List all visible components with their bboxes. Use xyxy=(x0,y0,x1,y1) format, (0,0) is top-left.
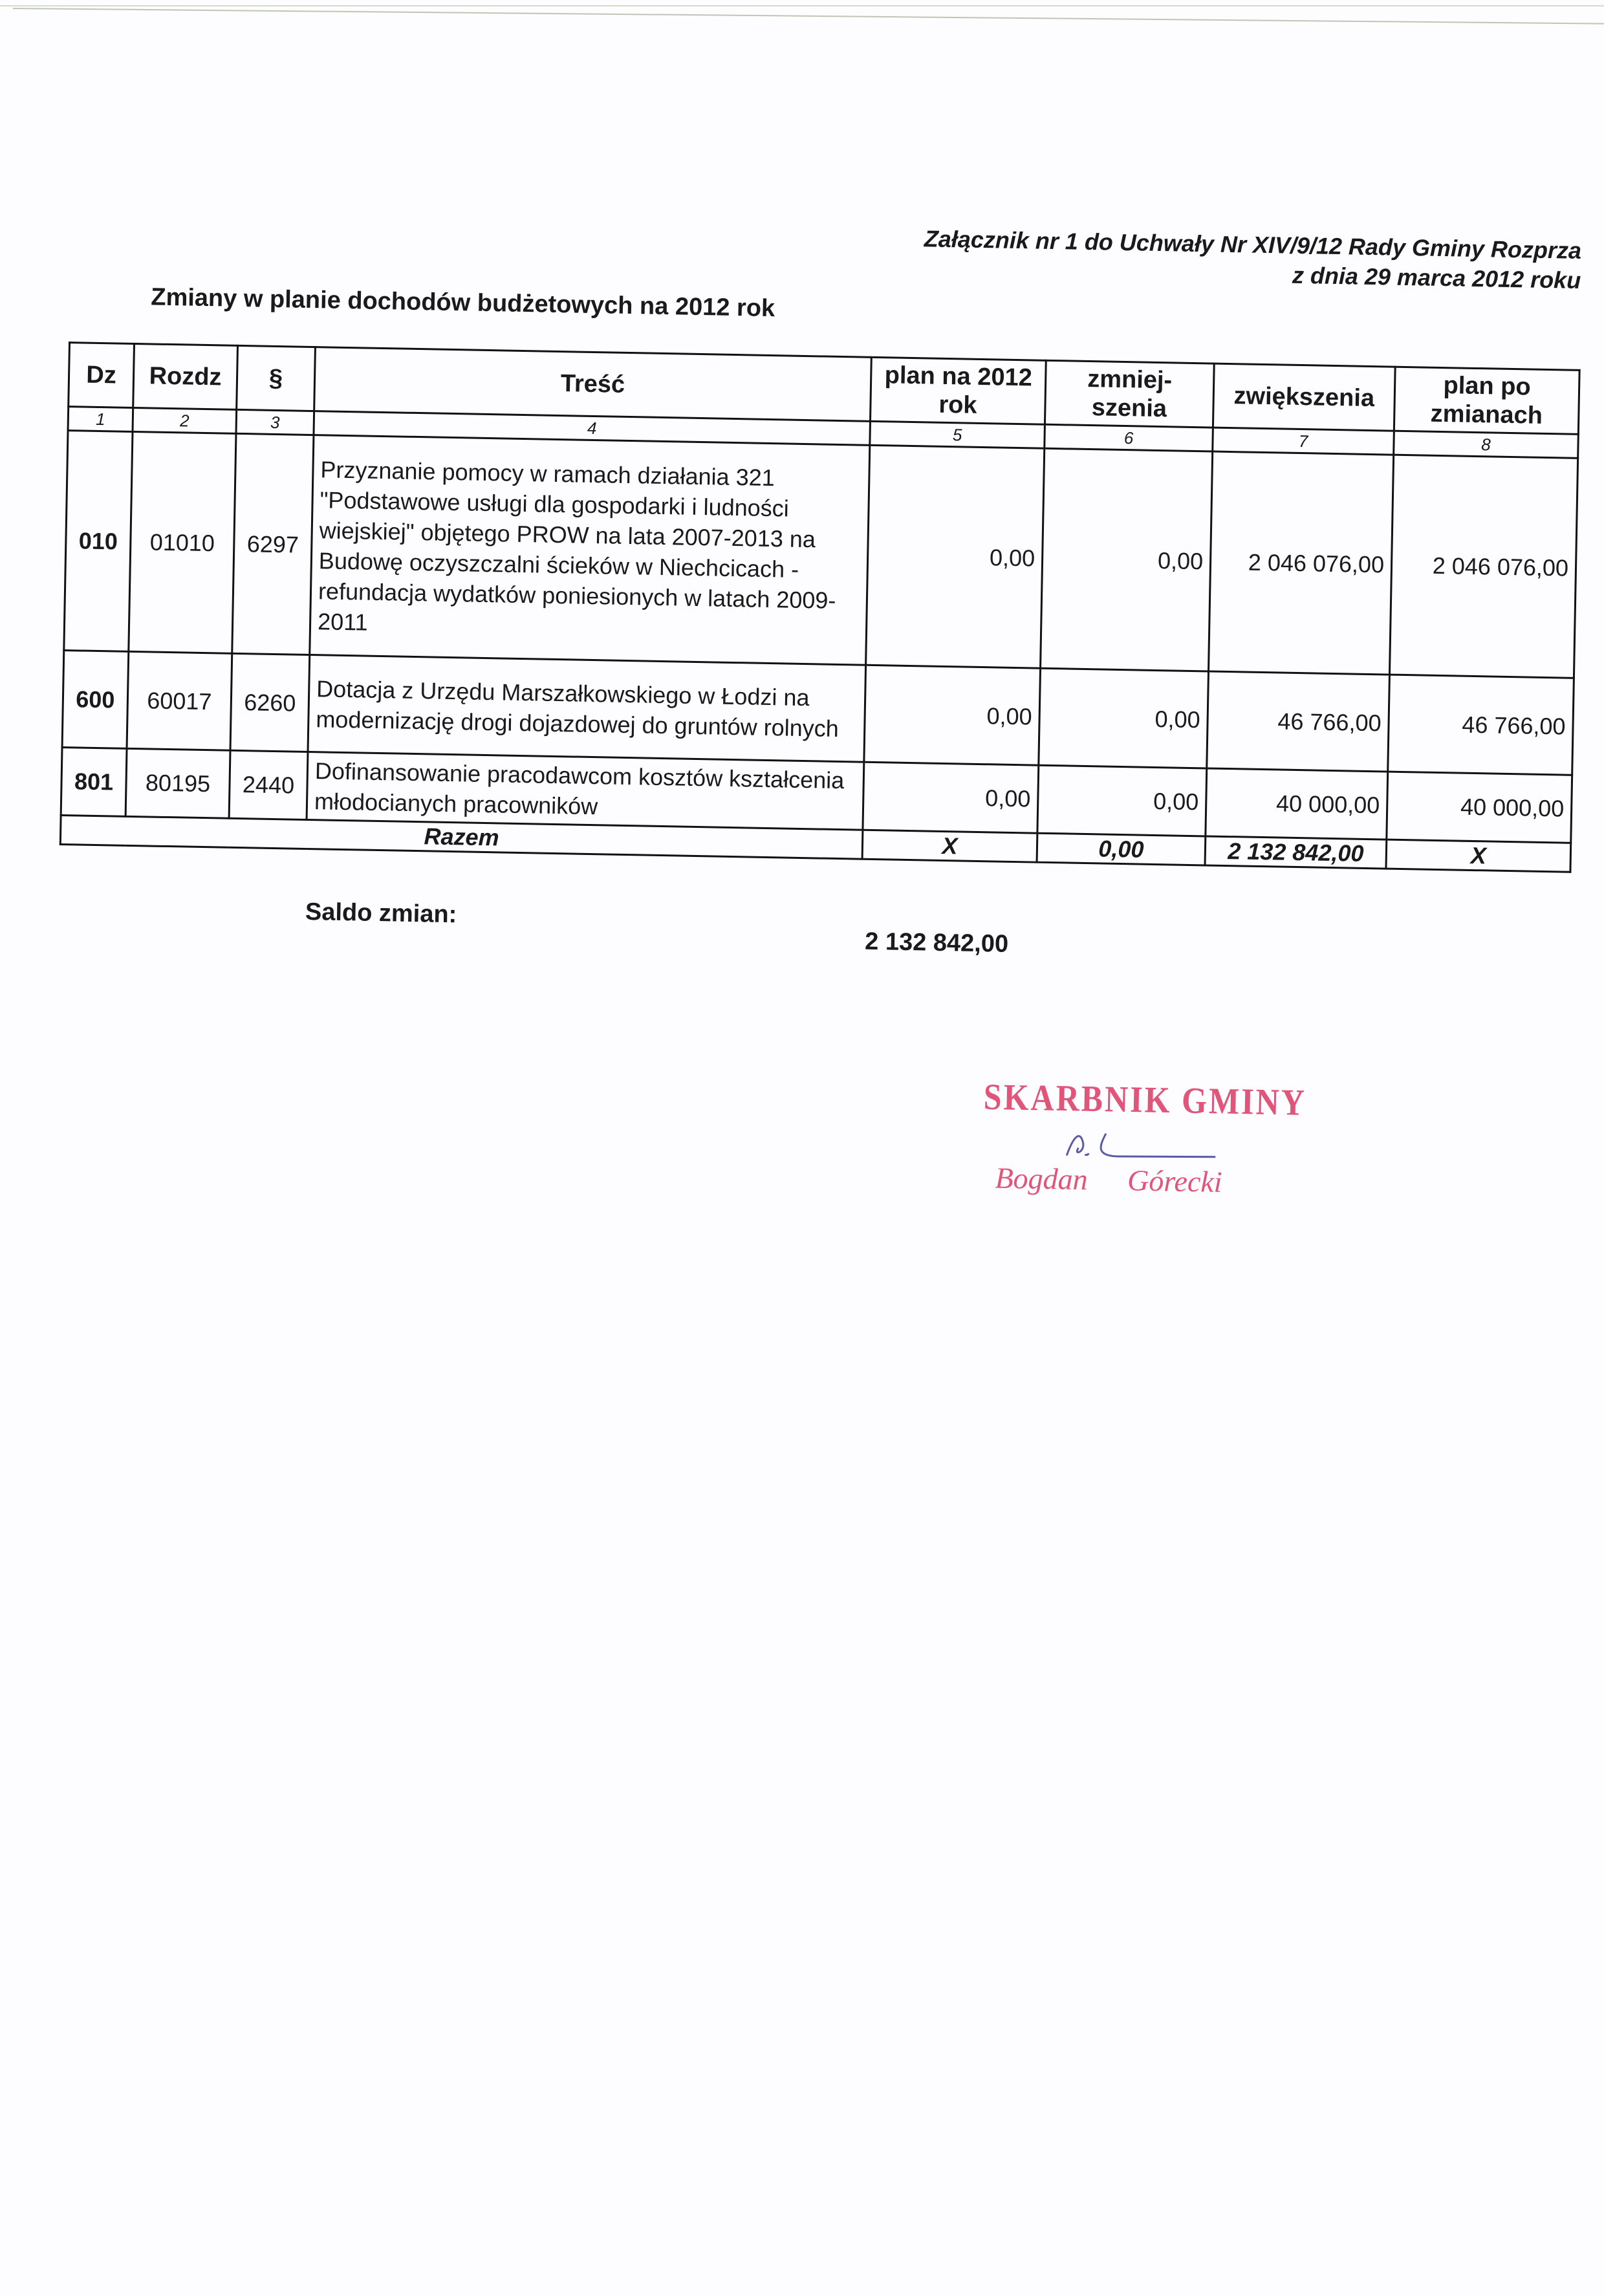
total-label: Razem xyxy=(60,815,863,859)
column-number: 8 xyxy=(1394,431,1579,458)
cell-decrease: 0,00 xyxy=(1039,668,1209,768)
cell-paragraph: 6260 xyxy=(230,653,310,752)
cell-dz: 010 xyxy=(64,431,133,652)
stamp-title: SKARBNIK GMINY xyxy=(983,1076,1307,1123)
cell-paragraph: 6297 xyxy=(232,433,314,655)
cell-dz: 600 xyxy=(62,651,129,749)
cell-plan-after: 46 766,00 xyxy=(1388,675,1574,775)
cell-plan: 0,00 xyxy=(864,665,1041,765)
cell-plan-after: 40 000,00 xyxy=(1387,772,1572,843)
header-rozdz: Rozdz xyxy=(133,343,238,409)
column-number: 7 xyxy=(1213,428,1394,455)
cell-rozdz: 01010 xyxy=(129,431,236,653)
column-number: 5 xyxy=(870,421,1045,448)
table-row xyxy=(64,431,1578,678)
stamp-name: Bogdan Górecki xyxy=(995,1161,1223,1198)
header-paragraph: § xyxy=(237,345,316,411)
total-increase: 2 132 842,00 xyxy=(1205,836,1387,869)
cell-increase: 46 766,00 xyxy=(1207,671,1390,772)
attachment-line-1: Załącznik nr 1 do Uchwały Nr XIV/9/12 Rady Gminy Rozprza xyxy=(924,225,1582,264)
cell-decrease: 0,00 xyxy=(1037,765,1207,836)
column-number: 4 xyxy=(314,411,871,446)
cell-rozdz: 60017 xyxy=(127,651,232,750)
cell-plan: 0,00 xyxy=(863,762,1039,833)
cell-description: Przyznanie pomocy w ramach działania 321 "Podstawowe usługi dla gospodarki i ludności wiejskiej" objętego PROW na lata 2007-2013 na Budowę oczyszczalni ścieków w Niechcicach - refundacja wydatków poniesionych w latach 2009-2011 xyxy=(310,435,870,666)
treasurer-stamp xyxy=(955,1077,1320,1226)
saldo-value: 2 132 842,00 xyxy=(864,927,1009,958)
header-dz: Dz xyxy=(69,343,135,408)
column-number: 3 xyxy=(236,409,314,435)
column-number: 6 xyxy=(1045,424,1213,451)
attachment-line-2: z dnia 29 marca 2012 roku xyxy=(1292,261,1581,294)
cell-rozdz: 80195 xyxy=(125,748,230,818)
column-number: 1 xyxy=(68,407,133,432)
header-plan-after: plan po zmianach xyxy=(1394,367,1579,434)
cell-plan: 0,00 xyxy=(866,445,1045,668)
cell-paragraph: 2440 xyxy=(229,750,308,819)
cell-plan-after: 2 046 076,00 xyxy=(1389,455,1577,678)
document-title: Zmiany w planie dochodów budżetowych na 2012 rok xyxy=(150,283,775,323)
header-decrease: zmniej-szenia xyxy=(1045,360,1214,428)
cell-description: Dotacja z Urzędu Marszałkowskiego w Łodzi na modernizację drogi dojazdowej do gruntów rolnych xyxy=(308,655,866,763)
cell-decrease: 0,00 xyxy=(1041,448,1213,671)
total-plan-after: X xyxy=(1386,839,1571,872)
attachment-note xyxy=(924,224,1582,296)
column-number: 2 xyxy=(133,407,237,433)
cell-dz: 801 xyxy=(61,748,127,817)
header-tresc: Treść xyxy=(314,347,872,422)
total-decrease: 0,00 xyxy=(1037,833,1206,865)
header-increase: zwiększenia xyxy=(1213,363,1395,431)
cell-increase: 40 000,00 xyxy=(1206,768,1388,839)
saldo-label: Saldo zmian: xyxy=(305,898,457,929)
header-plan: plan na 2012 rok xyxy=(871,357,1046,424)
budget-changes-table xyxy=(60,341,1581,873)
total-plan: X xyxy=(862,830,1037,862)
cell-increase: 2 046 076,00 xyxy=(1209,451,1394,675)
cell-description: Dofinansowanie pracodawcom kosztów kształcenia młodocianych pracowników xyxy=(307,752,864,830)
